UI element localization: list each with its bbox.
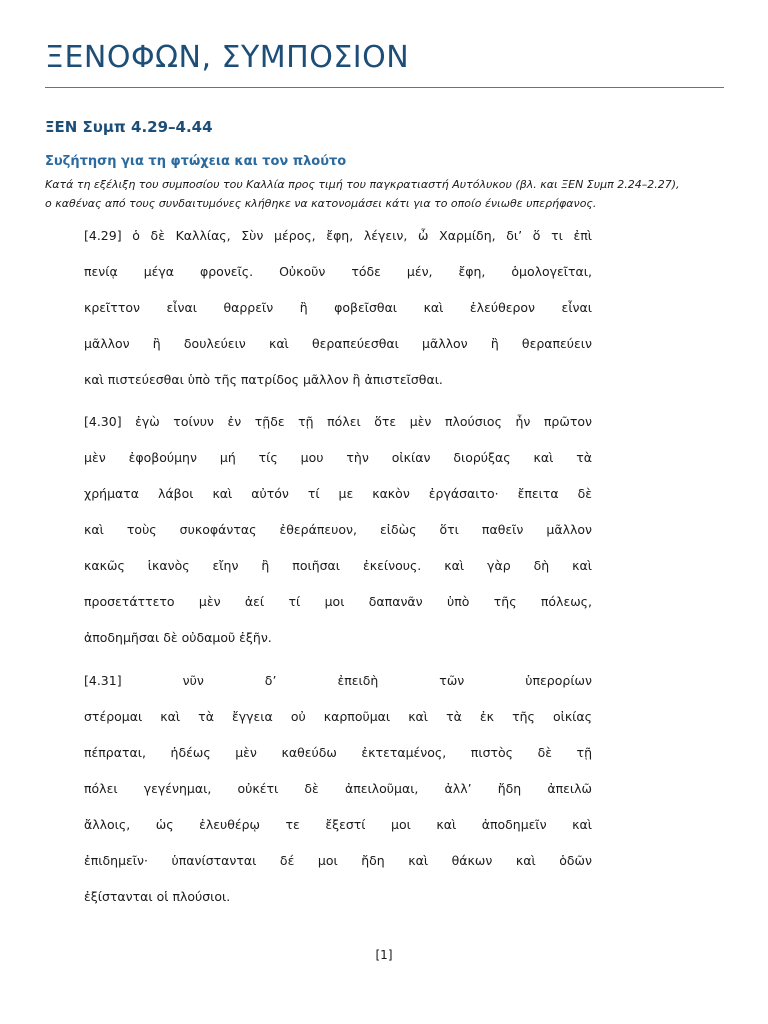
- passage-line: [4.31] νῦν δ’ ἐπειδὴ τῶν ὑπερορίων: [84, 673, 592, 688]
- document-title: ΞΕΝΟΦΩΝ, ΣΥΜΠΟΣΙΟΝ: [45, 40, 410, 75]
- passage-line: χρήματα λάβοι καὶ αὐτόν τί με κακὸν ἐργάσαιτο· ἔπειτα δὲ: [84, 486, 592, 501]
- intro-paragraph: [45, 175, 735, 213]
- intro-line: Κατά τη εξέλιξη του συμποσίου του Καλλία προς τιμή του παγκρατιαστή Αυτόλυκου (βλ. και ΞΕΝ Συμπ 2.24–2.27),: [45, 178, 680, 191]
- passage-line: κρεῖττον εἶναι θαρρεῖν ἢ φοβεῖσθαι καὶ ἐλεύθερον εἶναι: [84, 300, 592, 315]
- passage-line: ἐπιδημεῖν· ὑπανίστανται δέ μοι ἤδη καὶ θάκων καὶ ὁδῶν: [84, 853, 592, 868]
- passage-line: ἀποδημῆσαι δὲ οὐδαμοῦ ἐξῆν.: [84, 630, 272, 645]
- passage-line: ἐξίστανται οἱ πλούσιοι.: [84, 889, 231, 904]
- greek-passage-4-30: [84, 414, 592, 666]
- page-number: [1]: [375, 948, 393, 962]
- passage-line: προσετάττετο μὲν ἀεί τί μοι δαπανᾶν ὑπὸ τῆς πόλεως,: [84, 594, 592, 609]
- passage-line: μὲν ἐφοβούμην μή τίς μου τὴν οἰκίαν διορύξας καὶ τὰ: [84, 450, 592, 465]
- intro-line: ο καθένας από τους συνδαιτυμόνες κλήθηκε να κατονομάσει κάτι για το οποίο ένιωθε υπερήφανος.: [45, 197, 597, 210]
- passage-line: [4.30] ἐγὼ τοίνυν ἐν τῇδε τῇ πόλει ὅτε μὲν πλούσιος ἦν πρῶτον: [84, 414, 592, 429]
- title-divider: [45, 87, 724, 88]
- section-reference: ΞΕΝ Συμπ 4.29–4.44: [45, 118, 213, 136]
- passage-line: ἄλλοις, ὡς ἐλευθέρῳ τε ἔξεστί μοι καὶ ἀποδημεῖν καὶ: [84, 817, 592, 832]
- passage-line: κακῶς ἱκανὸς εἴην ἢ ποιῆσαι ἐκείνους. καὶ γὰρ δὴ καὶ: [84, 558, 592, 573]
- passage-line: πόλει γεγένημαι, οὐκέτι δὲ ἀπειλοῦμαι, ἀλλ’ ἤδη ἀπειλῶ: [84, 781, 592, 796]
- passage-line: καὶ πιστεύεσθαι ὑπὸ τῆς πατρίδος μᾶλλον ἢ ἀπιστεῖσθαι.: [84, 372, 443, 387]
- passage-line: καὶ τοὺς συκοφάντας ἐθεράπευον, εἰδὼς ὅτι παθεῖν μᾶλλον: [84, 522, 592, 537]
- passage-line: πενίᾳ μέγα φρονεῖς. Οὐκοῦν τόδε μέν, ἔφη, ὁμολογεῖται,: [84, 264, 592, 279]
- passage-line: στέρομαι καὶ τὰ ἔγγεια οὐ καρποῦμαι καὶ τὰ ἐκ τῆς οἰκίας: [84, 709, 592, 724]
- passage-line: πέπραται, ἡδέως μὲν καθεύδω ἐκτεταμένος, πιστὸς δὲ τῇ: [84, 745, 592, 760]
- passage-line: [4.29] ὁ δὲ Καλλίας, Σὺν μέρος, ἔφη, λέγειν, ὦ Χαρμίδη, δι’ ὅ τι ἐπὶ: [84, 228, 592, 243]
- section-heading: Συζήτηση για τη φτώχεια και τον πλούτο: [45, 154, 347, 169]
- greek-passage-4-31: [84, 673, 592, 925]
- passage-line: μᾶλλον ἢ δουλεύειν καὶ θεραπεύεσθαι μᾶλλον ἢ θεραπεύειν: [84, 336, 592, 351]
- greek-passage-4-29: [84, 228, 592, 408]
